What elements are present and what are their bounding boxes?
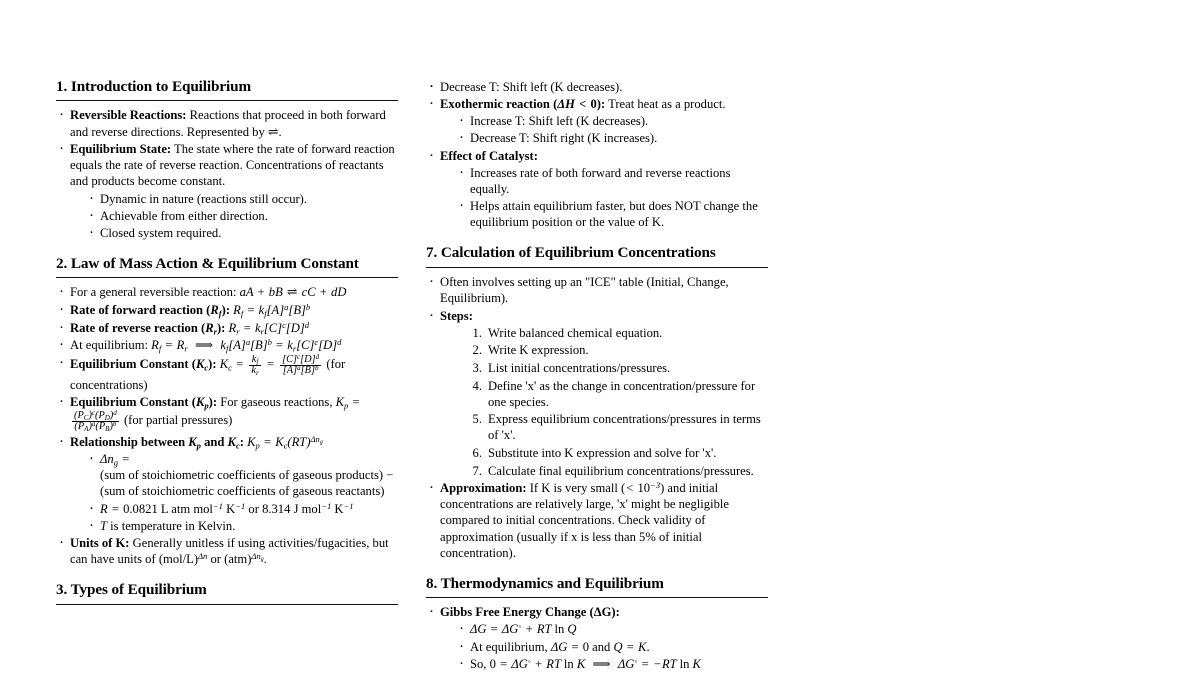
continuation-list — [426, 79, 768, 230]
math-units-molL: $(mol/L)^{\Delta n}$ — [158, 551, 208, 567]
approx-text-b: ) and initial concentrations are relatively large, 'x' might be negligible compared to initial concentrations. Check validity of approximation (usually if x is less than 5% of initial concentration). — [440, 481, 729, 560]
list-item-gibbs-eq1 — [456, 621, 768, 637]
section-8-rule — [426, 597, 768, 598]
item-text: For a general reversible reaction: — [70, 285, 237, 300]
list-item-units-of-k — [56, 535, 398, 567]
list-item: · Dynamic in nature (reactions still occur). — [86, 191, 398, 207]
catalyst-sublist — [440, 165, 768, 230]
item-label: Rate of forward reaction $(R_f)$: — [70, 302, 231, 319]
math-gibbs-2b: Q = K — [613, 639, 647, 654]
item-text: Generally unitless if using activities/fugacities, but can have units of — [70, 536, 389, 567]
steps-list — [440, 325, 768, 479]
so-prefix: So, — [470, 656, 487, 671]
kp-kc-sublist — [70, 451, 398, 534]
steps-label: Steps: — [440, 308, 473, 323]
list-item-kp-kc-relation — [56, 434, 398, 534]
section-7-heading: 7. Calculation of Equilibrium Concentrations — [426, 244, 716, 262]
list-item-exothermic — [426, 96, 768, 146]
at-equilibrium-mid: and — [592, 639, 611, 654]
gibbs-sublist — [440, 621, 768, 671]
left-column — [56, 78, 398, 626]
r-value-1: 0.0821 — [123, 501, 158, 516]
delta-ng-line2: (sum of stoichiometric coefficients of gaseous products) − — [100, 468, 394, 483]
list-item-gibbs — [426, 604, 768, 671]
math-general-reaction: aA + bB ⇌ cC + dD — [239, 285, 347, 300]
section-1 — [56, 78, 398, 101]
step-item: Substitute into K expression and solve for 'x'. — [488, 446, 717, 461]
section-7 — [426, 244, 768, 267]
section-8 — [426, 575, 768, 598]
math-at-equilibrium: $R_f = R_r$ ⟹ $k_f[A]^a[B]^b = k_r[C]^c[D]^d$ — [151, 337, 342, 354]
list-item — [56, 141, 398, 241]
math-gibbs-1: ΔG = ΔG◦ + RT ln Q — [470, 621, 577, 637]
temperature-effects-list — [426, 79, 768, 146]
list-item-gibbs-eq2: · At equilibrium, ΔG = 0 and Q = K. — [456, 639, 768, 655]
section-1-sublist — [70, 191, 398, 241]
delta-ng-line3: (sum of stoichiometric coefficients of gaseous reactants) — [100, 484, 385, 499]
section-1-heading: 1. Introduction to Equilibrium — [56, 78, 252, 95]
section-2-rule — [56, 277, 398, 278]
math-approximation: < $10^{-3}$ — [626, 480, 661, 496]
item-label: Effect of Catalyst: — [440, 148, 538, 163]
list-item-kp — [56, 394, 398, 432]
nested-wrapper — [426, 79, 768, 95]
section-7-list — [426, 274, 768, 561]
list-item-rate-forward — [56, 302, 398, 318]
continuation-wrapper — [426, 79, 768, 146]
exothermic-sublist — [440, 113, 768, 146]
section-3-heading: 3. Types of Equilibrium — [56, 581, 207, 599]
list-item: · · · Decrease T: Shift left (K decreases). — [426, 79, 768, 95]
math-kp-lhs: $K_p$ = — [335, 395, 360, 411]
item-label: Units of K: — [70, 536, 130, 551]
list-item: · Achievable from either direction. — [86, 208, 398, 224]
list-item: · Increases rate of both forward and reverse reactions equally. — [456, 165, 768, 197]
math-gibbs-2a: ΔG = 0 — [550, 639, 590, 654]
r-value-2: 8.314 — [262, 501, 291, 516]
item-text: The state where the rate of forward reaction equals the rate of reverse reaction. Concentrations of reactants and products become constant. — [70, 142, 395, 189]
list-item: · Decrease T: Shift right (K increases). — [456, 130, 768, 146]
item-label: Equilibrium State: — [70, 142, 172, 157]
item-label: Reversible Reactions: — [70, 108, 187, 123]
section-7-rule — [426, 267, 768, 268]
list-item-catalyst — [426, 148, 768, 231]
list-item-kc — [56, 352, 398, 393]
math-gibbs-3: 0 = ΔG◦ + RT ln K ⟹ ΔG◦ = −RT ln K — [489, 655, 701, 671]
item-text: Reactions that proceed in both forward and reverse directions. Represented by ⇌. — [70, 108, 386, 139]
section-2-list — [56, 284, 398, 567]
step-item: Calculate final equilibrium concentrations/pressures. — [488, 463, 754, 478]
item-label: Equilibrium Constant $(K_c)$: — [70, 356, 217, 373]
section-3 — [56, 581, 398, 604]
math-rate-reverse: $R_r = k_r[C]^c[D]^d$ — [228, 319, 310, 336]
math-kp-fraction: $\frac{(P_C)^c(P_D)^d}{(P_A)^a(P_B)^b}$ — [74, 408, 117, 434]
item-text: For gaseous reactions, — [220, 395, 333, 410]
two-column-layout — [56, 78, 768, 671]
list-item-general-reaction — [56, 284, 398, 300]
math-rate-forward: $R_f = k_f[A]^a[B]^b$ — [233, 301, 311, 319]
r-or: or — [248, 501, 259, 516]
math-kp-kc: $K_p = K_c(RT)^{\Delta n_g}$ — [247, 434, 323, 451]
item-label: Approximation: — [440, 481, 527, 496]
item-text: At equilibrium: — [70, 338, 149, 353]
list-item-rate-reverse — [56, 320, 398, 336]
units-or: or — [210, 552, 221, 567]
r-unit-1: L atm mol$^{-1}$ $K^{-1}$ — [160, 500, 246, 516]
decrease-t-list — [426, 79, 768, 95]
list-item-gibbs-eq3 — [456, 656, 768, 672]
section-3-rule — [56, 604, 398, 605]
section-8-list — [426, 604, 768, 671]
step-item: Define 'x' as the change in concentration/pressure for one species. — [488, 378, 756, 409]
list-item-gas-constant: · R = 0.0821 L atm mol$^{-1}$ $K^{-1}$ or 8.314 J mol$^{-1}$ $K^{-1}$ — [86, 501, 398, 517]
list-item: · Increase T: Shift left (K decreases). — [456, 113, 768, 129]
list-item: · Helps attain equilibrium faster, but does NOT change the equilibrium position or the value of K. — [456, 198, 768, 230]
step-item: Write balanced chemical equation. — [488, 325, 663, 340]
right-column — [426, 78, 768, 671]
step-item: Express equilibrium concentrations/pressures in terms of 'x'. — [488, 412, 761, 443]
kp-suffix: (for partial pressures) — [123, 412, 233, 427]
item-text: Treat heat as a product. — [608, 97, 726, 112]
section-1-list — [56, 107, 398, 240]
section-8-heading: 8. Thermodynamics and Equilibrium — [426, 574, 664, 592]
section-2 — [56, 255, 398, 278]
list-item-temperature: · T is temperature in Kelvin. — [86, 518, 398, 534]
math-kc: $K_c$ = $\frac{k_f}{k_r}$ = $\frac{[C]^c[D]^d}{[A]^a[B]^b}$ — [219, 352, 320, 378]
step-item: List initial concentrations/pressures. — [488, 361, 671, 375]
math-delta-ng: $\Delta n_g$ = — [100, 452, 130, 468]
section-1-rule — [56, 100, 398, 101]
approx-text-a: If K is very small ( — [529, 481, 626, 496]
list-item: · Closed system required. — [86, 225, 398, 241]
item-label: Equilibrium Constant $(K_p)$: — [70, 395, 218, 411]
t-text: is temperature in Kelvin. — [110, 518, 236, 533]
section-2-heading: 2. Law of Mass Action & Equilibrium Constant — [56, 254, 359, 272]
step-item: Write K expression. — [488, 343, 589, 358]
list-item — [56, 107, 398, 139]
item-label: Exothermic reaction (ΔH < 0): — [440, 97, 606, 112]
list-item-at-equilibrium — [56, 337, 398, 353]
list-item-ice-table: · Often involves setting up an "ICE" table (Initial, Change, Equilibrium). — [426, 274, 768, 306]
kc-suffix: (for concentrations) — [70, 356, 346, 392]
r-unit-2: J mol$^{-1}$ $K^{-1}$ — [293, 500, 354, 516]
list-item-approximation — [426, 480, 768, 561]
list-item-steps — [426, 308, 768, 479]
item-label: Rate of reverse reaction $(R_r)$: — [70, 320, 226, 336]
math-units-atm: (atm)$^{\Delta n_g}$. — [224, 551, 267, 567]
list-item-delta-ng — [86, 451, 398, 499]
at-equilibrium-prefix: At equilibrium, — [470, 639, 548, 654]
gibbs-label: Gibbs Free Energy Change (ΔG): — [440, 605, 620, 620]
item-label: Relationship between $K_p$ and $K_c$: — [70, 435, 244, 451]
